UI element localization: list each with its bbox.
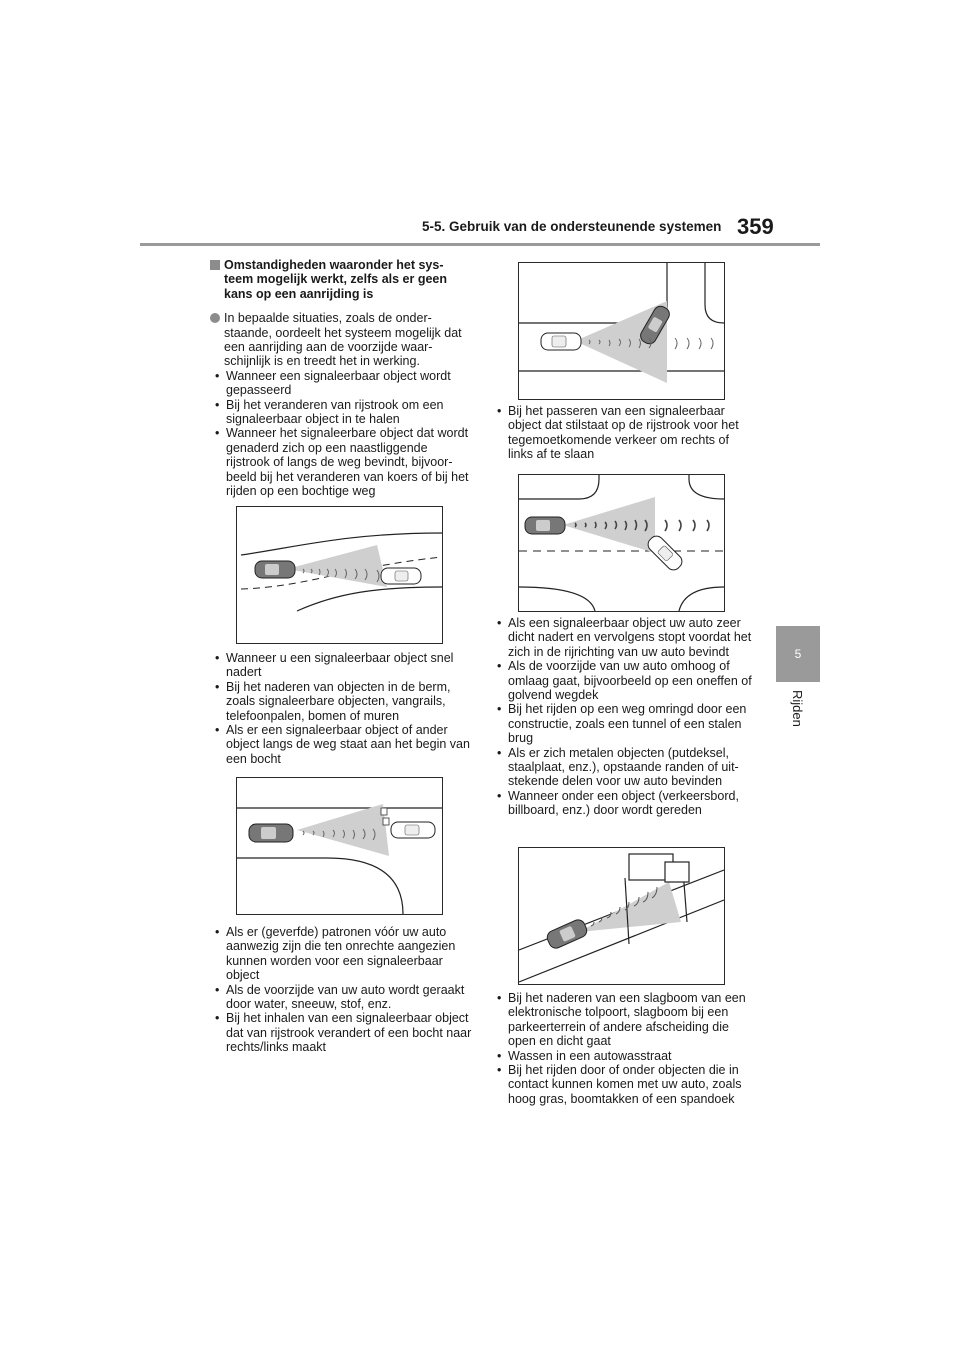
page-number: 359: [737, 214, 774, 239]
list-item: • Als er (geverfde) patronen vóór uw auto aanwezig zijn die ten onrechte aangezien kunnen worden voor een signaleerbaar object: [210, 925, 472, 983]
left-text-block-3: [210, 925, 472, 1055]
list-item: • Bij het naderen van objecten in de berm, zoals signaleerbare objecten, vangrails, telefoonpalen, bomen of muren: [210, 680, 472, 723]
list-item: • Bij het inhalen van een signaleerbaar object dat van rijstrook verandert of een bocht naar rechts/links maakt: [210, 1011, 472, 1054]
right-text-block-1: [492, 404, 754, 462]
left-text-block-1: [210, 258, 472, 499]
bullet-list: [492, 404, 754, 462]
chapter-tab: 5: [776, 626, 820, 682]
chapter-label: Rijden: [790, 690, 805, 727]
square-bullet-icon: [210, 260, 220, 270]
bullet-list: [210, 925, 472, 1055]
bullet-list: [210, 369, 472, 499]
list-item: • Bij het veranderen van rijstrook om een signaleerbaar object in te halen: [210, 398, 472, 427]
circle-bullet-icon: [210, 313, 220, 323]
list-item: • Wanneer het signaleerbare object dat wordt genaderd zich op een naastliggende rijstrook of langs de weg bevindt, bijvoor-beeld bij het veranderen van koers of bij het rijden op een bochtige weg: [210, 426, 472, 498]
bullet-list: [492, 616, 754, 818]
figure-passing-turning-car: [518, 262, 725, 400]
right-text-block-3: [492, 991, 754, 1106]
passing-turning-car-illustration: [519, 263, 724, 399]
section-heading: Omstandigheden waaronder het sys-teem mogelijk werkt, zelfs als er geen kans op een aanrijding is: [210, 258, 472, 301]
list-item: • Wanneer u een signaleerbaar object snel nadert: [210, 651, 472, 680]
left-text-block-2: [210, 651, 472, 766]
bullet-list: [210, 651, 472, 766]
curved-road-illustration: [237, 507, 442, 643]
header-rule: [140, 243, 820, 246]
list-item: • Bij het passeren van een signaleerbaar object dat stilstaat op de rijstrook voor het tegemoetkomende verkeer om rechts of links af te slaan: [492, 404, 754, 462]
intro-paragraph: In bepaalde situaties, zoals de onder-staande, oordeelt het systeem mogelijk dat een aanrijding aan de voorzijde waar-schijnlijk is en treedt het in werking.: [210, 311, 472, 369]
overhead-sign-illustration: [519, 848, 724, 984]
list-item: • Als de voorzijde van uw auto wordt geraakt door water, sneeuw, stof, enz.: [210, 983, 472, 1012]
figure-curve-roadside-object: [236, 777, 443, 915]
figure-overhead-sign: [518, 847, 725, 985]
section-title: 5-5. Gebruik van de ondersteunende systemen: [422, 219, 722, 234]
list-item: • Bij het rijden op een weg omringd door een constructie, zoals een tunnel of een stalen brug: [492, 702, 754, 745]
list-item: • Als de voorzijde van uw auto omhoog of omlaag gaat, bijvoorbeeld op een oneffen of golvend wegdek: [492, 659, 754, 702]
list-item: • Wanneer een signaleerbaar object wordt gepasseerd: [210, 369, 472, 398]
approaching-object-illustration: [519, 475, 724, 611]
figure-approaching-object: [518, 474, 725, 612]
figure-curved-road: [236, 506, 443, 644]
list-item: • Wanneer onder een object (verkeersbord, billboard, enz.) door wordt gereden: [492, 789, 754, 818]
list-item: • Wassen in een autowasstraat: [492, 1049, 754, 1063]
curve-object-illustration: [237, 778, 442, 914]
right-text-block-2: [492, 616, 754, 818]
list-item: • Bij het rijden door of onder objecten die in contact kunnen komen met uw auto, zoals hoog gras, boomtakken of een spandoek: [492, 1063, 754, 1106]
list-item: • Als een signaleerbaar object uw auto zeer dicht nadert en vervolgens stopt voordat het zich in de rijrichting van uw auto bevindt: [492, 616, 754, 659]
bullet-list: [492, 991, 754, 1106]
list-item: • Als er een signaleerbaar object of ander object langs de weg staat aan het begin van een bocht: [210, 723, 472, 766]
list-item: • Bij het naderen van een slagboom van een elektronische tolpoort, slagboom bij een parkeerterrein of andere afscheiding die open en dicht gaat: [492, 991, 754, 1049]
list-item: • Als er zich metalen objecten (putdeksel, staalplaat, enz.), opstaande randen of uit-stekende delen voor uw auto bevinden: [492, 746, 754, 789]
